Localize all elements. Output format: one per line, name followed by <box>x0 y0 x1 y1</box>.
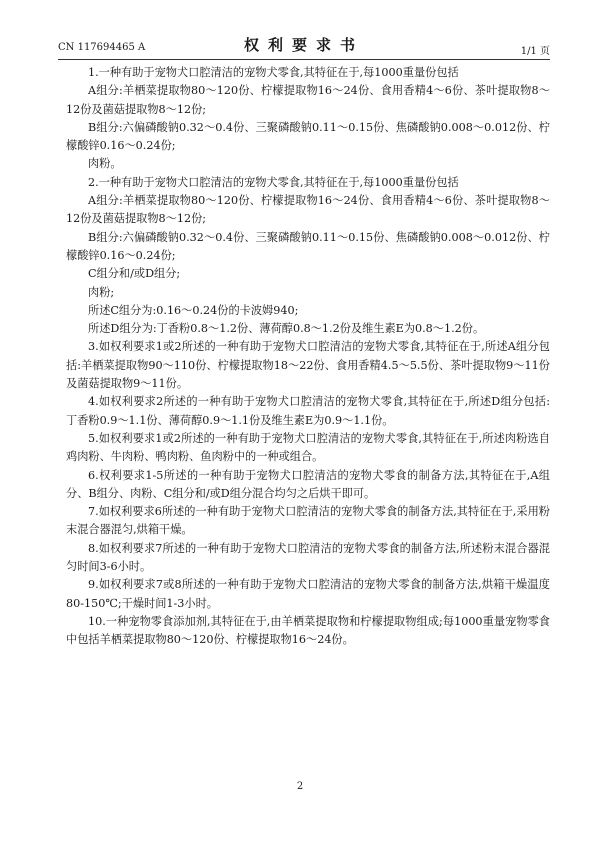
claim-paragraph: 9.如权利要求7或8所述的一种有助于宠物犬口腔清洁的宠物犬零食的制备方法,烘箱干燥温度80-150℃;干燥时间1-3小时。 <box>66 578 550 610</box>
claim-paragraph: 6.权利要求1-5所述的一种有助于宠物犬口腔清洁的宠物犬零食的制备方法,其特征在于,A组分、B组分、肉粉、C组分和/或D组分混合均匀之后烘干即可。 <box>66 468 550 500</box>
publication-number: CN 117694465 A <box>58 42 146 53</box>
claim-paragraph: C组分和/或D组分; <box>88 267 181 281</box>
claim-paragraph: 所述D组分为:丁香粉0.8～1.2份、薄荷醇0.8～1.2份及维生素E为0.8～1.2份。 <box>88 322 485 336</box>
header-divider <box>58 59 550 60</box>
claim-paragraph: 4.如权利要求2所述的一种有助于宠物犬口腔清洁的宠物犬零食,其特征在于,所述D组分包括:丁香粉0.9～1.1份、薄荷醇0.9～1.1份及维生素E为0.9～1.1份。 <box>66 395 550 427</box>
claim-paragraph: 所述C组分为:0.16～0.24份的卡波姆940; <box>88 303 299 317</box>
page-title: 权利要求书 <box>243 36 364 54</box>
claim-paragraph: 7.如权利要求6所述的一种有助于宠物犬口腔清洁的宠物犬零食的制备方法,其特征在于,采用粉末混合器混匀,烘箱干燥。 <box>66 505 550 537</box>
claim-paragraph: 肉粉; <box>88 285 115 299</box>
claim-paragraph: A组分:羊栖菜提取物80～120份、柠檬提取物16～24份、食用香精4～6份、茶叶提取物8～12份及菌菇提取物8～12份; <box>66 194 550 226</box>
claim-paragraph: B组分:六偏磷酸钠0.32～0.4份、三聚磷酸钠0.11～0.15份、焦磷酸钠0.008～0.012份、柠檬酸锌0.16～0.24份; <box>66 120 550 153</box>
claim-paragraph: 8.如权利要求7所述的一种有助于宠物犬口腔清洁的宠物犬零食的制备方法,所述粉末混合器混匀时间3-6小时。 <box>66 541 550 574</box>
page-indicator: 1/1 页 <box>520 46 550 57</box>
page-number: 2 <box>296 781 304 792</box>
claim-paragraph: A组分:羊栖菜提取物80～120份、柠檬提取物16～24份、食用香精4～6份、茶叶提取物8～12份及菌菇提取物8～12份; <box>66 84 550 116</box>
claim-paragraph: B组分:六偏磷酸钠0.32～0.4份、三聚磷酸钠0.11～0.15份、焦磷酸钠0.008～0.012份、柠檬酸锌0.16～0.24份; <box>66 230 550 262</box>
claim-paragraph: 1.一种有助于宠物犬口腔清洁的宠物犬零食,其特征在于,每1000重量份包括 <box>88 66 459 79</box>
claim-paragraph: 肉粉。 <box>88 157 122 171</box>
page-header <box>58 34 550 56</box>
claim-paragraph: 5.如权利要求1或2所述的一种有助于宠物犬口腔清洁的宠物犬零食,其特征在于,所述肉粉选自鸡肉粉、牛肉粉、鸭肉粉、鱼肉粉中的一种或组合。 <box>66 431 550 464</box>
claim-paragraph: 2.一种有助于宠物犬口腔清洁的宠物犬零食,其特征在于,每1000重量份包括 <box>88 175 459 189</box>
claims-body <box>66 64 550 650</box>
claim-paragraph: 3.如权利要求1或2所述的一种有助于宠物犬口腔清洁的宠物犬零食,其特征在于,所述A组分包括:羊栖菜提取物90～110份、柠檬提取物18～22份、食用香精4.5～5.5份、茶叶提取物9～11份及菌菇提取物9～11份。 <box>66 340 550 391</box>
claim-paragraph: 10.一种宠物零食添加剂,其特征在于,由羊栖菜提取物和柠檬提取物组成;每1000重量宠物零食中包括羊栖菜提取物80～120份、柠檬提取物16～24份。 <box>66 614 550 647</box>
